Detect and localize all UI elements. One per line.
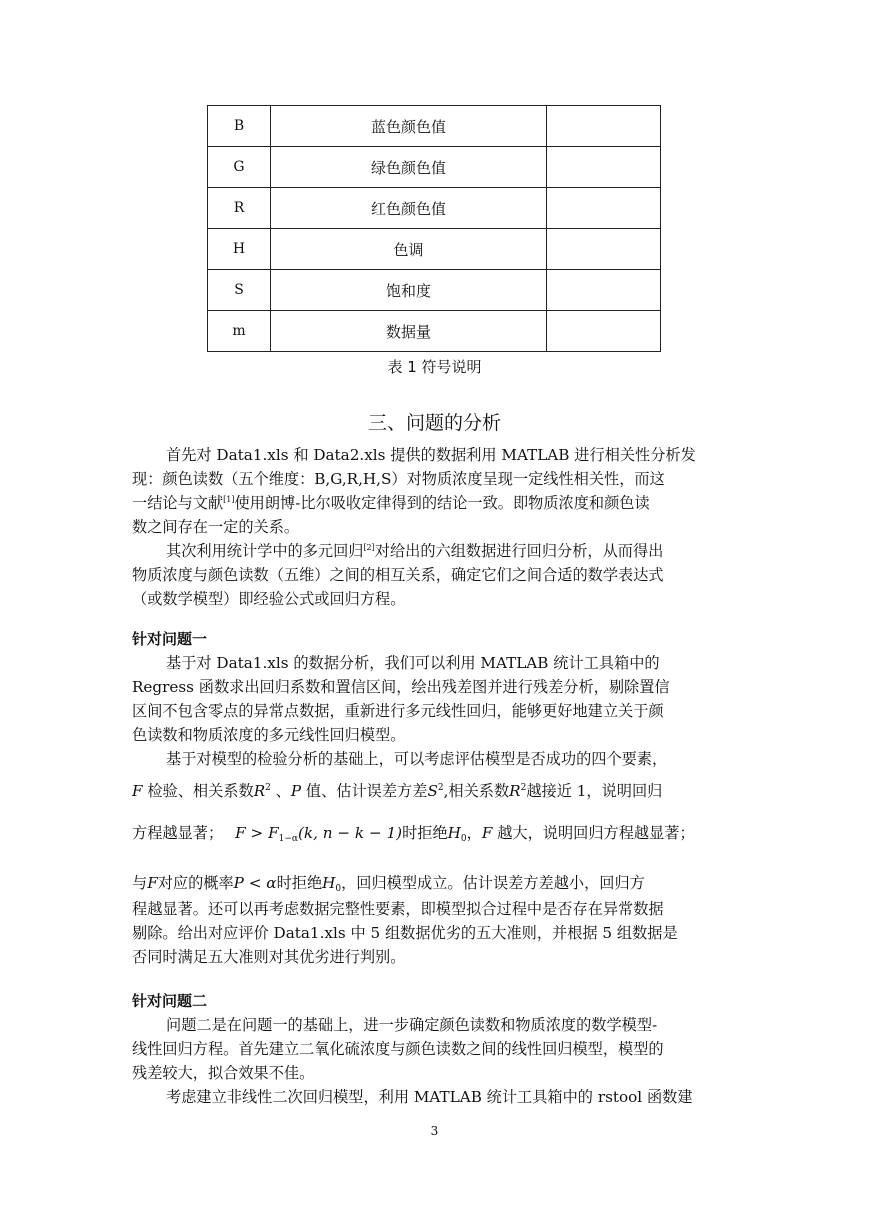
unit-cell [547,229,661,270]
symbol-cell: B [208,106,271,147]
body-line: Regress 函数求出回归系数和置信区间，绘出残差图并进行残差分析，剔除置信 [132,678,670,696]
symbol-cell: G [208,147,271,188]
meaning-cell: 红色颜色值 [271,188,547,229]
body-line: 区间不包含零点的异常点数据，重新进行多元线性回归，能够更好地建立关于颜 [132,702,664,720]
subsection-heading: 针对问题二 [132,992,208,1010]
meaning-cell: 数据量 [271,311,547,352]
citation-ref[interactable]: [1] [223,495,235,504]
body-line: 首先对 Data1.xls 和 Data2.xls 提供的数据利用 MATLAB 进行相关性分析发 [166,446,696,464]
symbol-cell: R [208,188,271,229]
section-title: 三、问题的分析 [367,412,501,434]
citation-ref[interactable]: [2] [363,543,375,552]
table-caption: 表 1 符号说明 [387,358,482,376]
body-line: （或数学模型）即经验公式或回归方程。 [132,590,406,608]
body-line: 剔除。给出对应评价 Data1.xls 中 5 组数据优劣的五大准则，并根据 5 组数据是 [132,924,678,942]
table-row [208,188,661,229]
unit-cell [547,188,661,229]
body-line: 色读数和物质浓度的多元线性回归模型。 [132,726,406,744]
formula-line: 与F对应的概率P < α时拒绝$H_0$，回归模型成立。估计误差方差越小，回归方 [132,874,645,894]
table-row [208,311,661,352]
body-line: 数之间存在一定的关系。 [132,518,300,536]
symbol-cell: m [208,311,271,352]
table-row [208,270,661,311]
meaning-cell: 绿色颜色值 [271,147,547,188]
body-line: 现：颜色读数（五个维度：B,G,R,H,S）对物质浓度呈现一定线性相关性，而这 [132,470,665,488]
body-line: 考虑建立非线性二次回归模型，利用 MATLAB 统计工具箱中的 rstool 函数建 [166,1088,693,1106]
body-line: 一结论与文献[1]使用朗博-比尔吸收定律得到的结论一致。即物质浓度和颜色读 [132,494,650,512]
body-line: 程越显著。还可以再考虑数据完整性要素，即模型拟合过程中是否存在异常数据 [132,900,664,918]
subsection-heading: 针对问题一 [132,630,208,648]
body-line: 残差较大，拟合效果不佳。 [132,1064,315,1082]
body-line: 物质浓度与颜色读数（五维）之间的相互关系，确定它们之间合适的数学表达式 [132,566,664,584]
body-line: 问题二是在问题一的基础上，进一步确定颜色读数和物质浓度的数学模型- [166,1016,658,1034]
body-line: 基于对模型的检验分析的基础上，可以考虑评估模型是否成功的四个要素， [166,750,668,768]
symbol-table [207,105,661,352]
formula-line: F 检验、相关系数$R^2$ 、P 值、估计误差方差$S^2$,相关系数$R^2$越接近 1，说明回归 [132,782,663,800]
symbol-cell: H [208,229,271,270]
formula-line: 方程越显著； $F > F_{1-\alpha}(k$, n − k − 1)时拒绝$H_0$，F 越大，说明回归方程越显著； [132,824,695,844]
unit-cell [547,270,661,311]
table-row [208,106,661,147]
body-line: 否同时满足五大准则对其优劣进行判别。 [132,948,406,966]
table-row [208,147,661,188]
meaning-cell: 蓝色颜色值 [271,106,547,147]
table-row [208,229,661,270]
body-line: 其次利用统计学中的多元回归[2]对给出的六组数据进行回归分析，从而得出 [166,542,664,560]
page-number: 3 [430,1124,439,1138]
unit-cell [547,106,661,147]
unit-cell [547,147,661,188]
meaning-cell: 色调 [271,229,547,270]
unit-cell [547,311,661,352]
body-line: 基于对 Data1.xls 的数据分析，我们可以利用 MATLAB 统计工具箱中的 [166,654,660,672]
meaning-cell: 饱和度 [271,270,547,311]
symbol-cell: S [208,270,271,311]
body-line: 线性回归方程。首先建立二氧化硫浓度与颜色读数之间的线性回归模型，模型的 [132,1040,664,1058]
